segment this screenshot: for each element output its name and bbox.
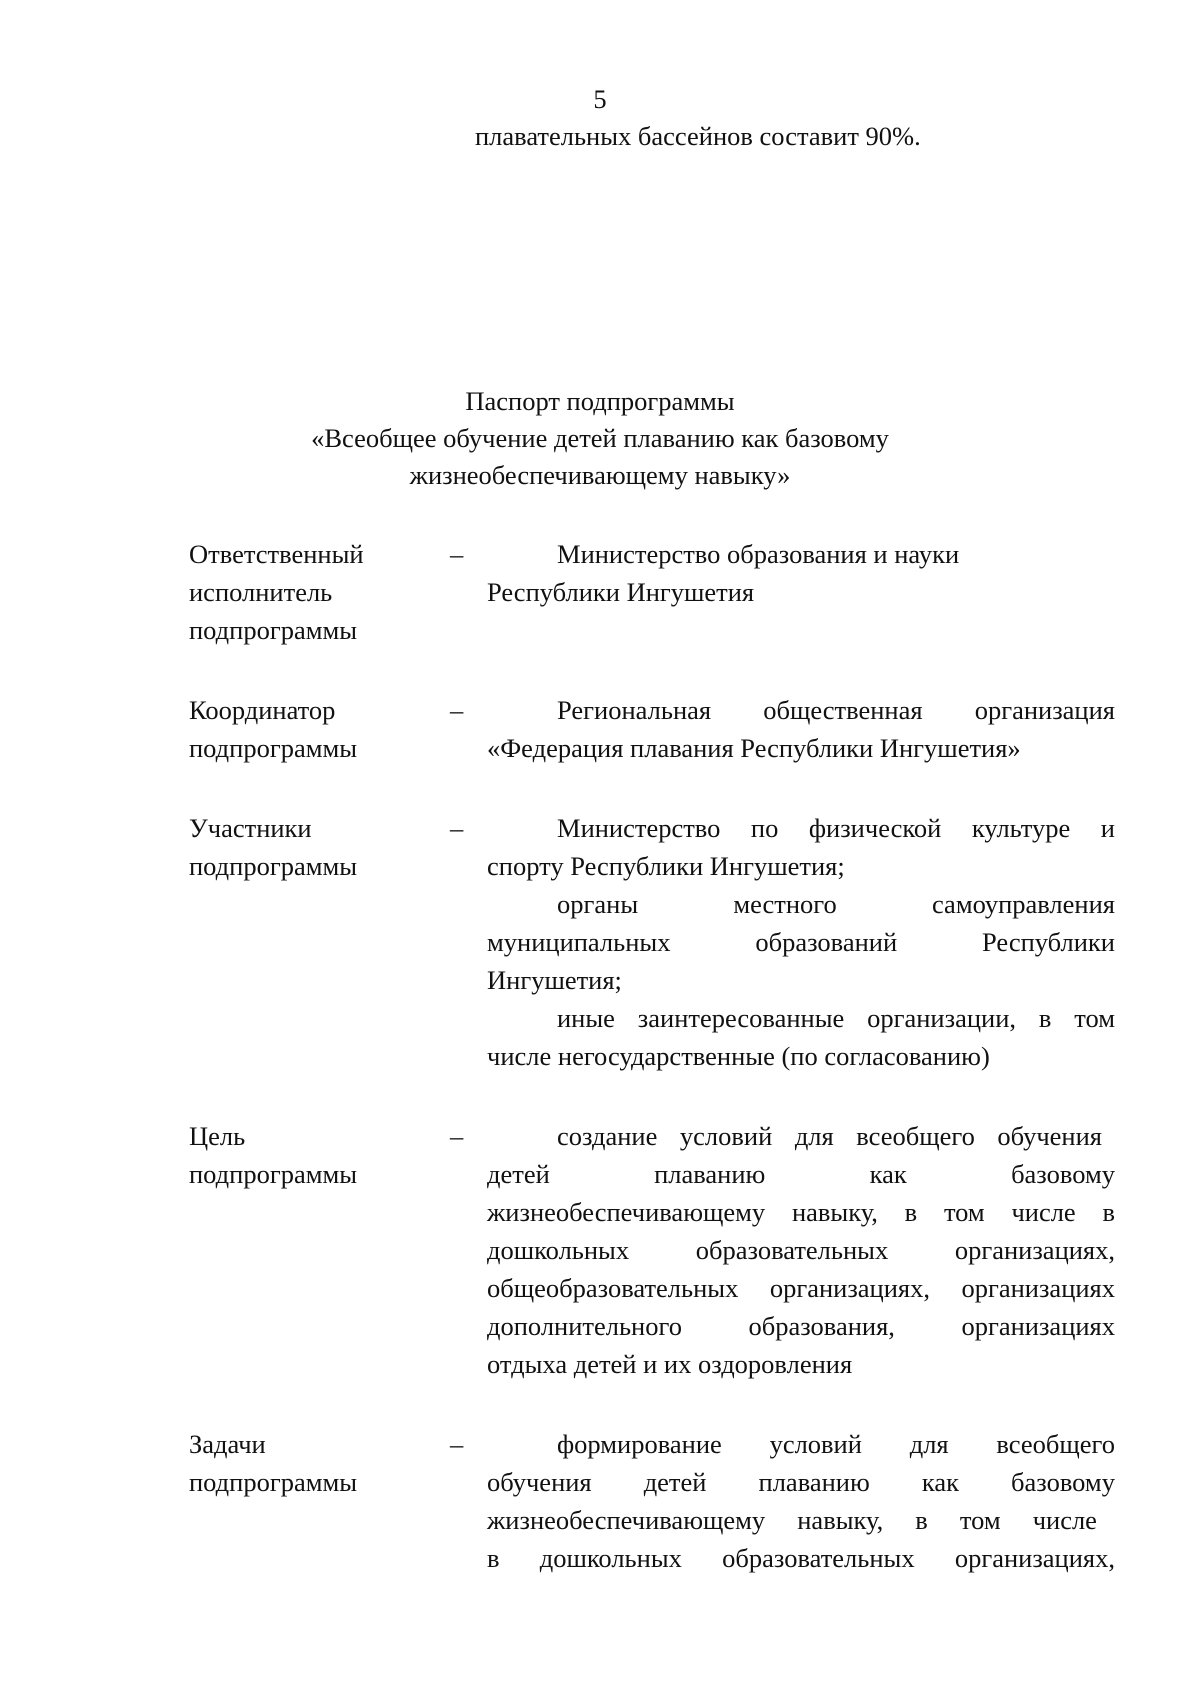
word: физической [808,813,942,843]
row-text [487,1193,1115,1231]
row-text [557,885,1115,923]
word: жизнеобеспечивающему [487,1505,766,1535]
row-text: отдыха детей и их оздоровления [487,1349,853,1379]
word: Министерство [557,813,721,843]
word: образовательных [722,1543,915,1573]
word: плаванию [758,1467,870,1497]
word: образовательных [695,1235,889,1265]
row-text: Министерство образования и науки [557,539,960,569]
word: в [915,1505,928,1535]
word: детей [643,1467,707,1497]
word: создание [557,1121,658,1151]
word: для [909,1429,949,1459]
word: Республики [982,927,1115,957]
word: навыку, [791,1197,878,1227]
word: всеобщего [996,1429,1115,1459]
row-label: Цель [189,1121,246,1151]
word: образований [755,927,898,957]
word: организациях [961,1311,1115,1341]
page-number: 5 [593,84,607,114]
word: дополнительного [487,1311,682,1341]
word: общеобразовательных [487,1273,739,1303]
word: том [943,1197,985,1227]
row-text [487,1539,1115,1577]
word: том [1074,1003,1115,1033]
row-dash: – [450,1121,464,1151]
word: общественная [763,695,923,725]
word: иные [557,1003,615,1033]
word: заинтересованные [637,1003,845,1033]
row-label: подпрограммы [189,1467,358,1497]
word: для [794,1121,834,1151]
word: организациях [961,1273,1115,1303]
row-text: Ингушетия; [487,965,622,995]
word: и [1100,813,1115,843]
word: муниципальных [487,927,671,957]
row-text [487,1231,1115,1269]
row-text: числе негосударственные (по согласованию) [487,1041,990,1071]
word: как [869,1159,907,1189]
row-text [557,809,1115,847]
word: организациях, [769,1273,930,1303]
word: условий [769,1429,862,1459]
word: детей [487,1159,550,1189]
heading-line-3: жизнеобеспечивающему навыку» [409,460,791,490]
row-text [557,1117,1102,1155]
word: дошкольных [487,1235,630,1265]
row-label: подпрограммы [189,851,358,881]
word: организациях, [954,1235,1115,1265]
row-text [557,1425,1115,1463]
row-text [487,1463,1115,1501]
word: в [1102,1197,1115,1227]
row-text: «Федерация плавания Республики Ингушетия» [487,733,1021,763]
row-label: Ответственный [189,539,364,569]
word: числе [1011,1197,1076,1227]
word: обучения [487,1467,592,1497]
row-label: подпрограммы [189,615,358,645]
row-dash: – [450,1429,464,1459]
row-dash: – [450,539,464,569]
word: числе [1032,1505,1097,1535]
row-label: исполнитель [189,577,333,607]
word: базовому [1011,1159,1115,1189]
row-label: Задачи [189,1429,266,1459]
row-dash: – [450,695,464,725]
heading-line-2: «Всеобщее обучение детей плаванию как базовому [311,423,889,453]
row-text [487,923,1115,961]
word: том [959,1505,1001,1535]
word: органы [557,889,639,919]
row-text [557,691,1115,729]
word: в [904,1197,918,1227]
word: организация [974,695,1115,725]
word: всеобщего [856,1121,975,1151]
row-text [487,1307,1115,1345]
word: организации, [867,1003,1017,1033]
word: как [921,1467,959,1497]
word: условий [679,1121,773,1151]
row-label: Координатор [189,695,336,725]
word: в [1038,1003,1052,1033]
row-text [487,1269,1115,1307]
heading-line-1: Паспорт подпрограммы [465,386,735,416]
row-text: Республики Ингушетия [487,577,755,607]
row-dash: – [450,813,464,843]
word: обучения [997,1121,1102,1151]
row-text [487,1155,1115,1193]
row-text: спорту Республики Ингушетия; [487,851,845,881]
word: навыку, [797,1505,884,1535]
word: образования, [748,1311,895,1341]
carryover-line: плавательных бассейнов составит 90%. [475,121,921,151]
word: Региональная [557,695,712,725]
word: организациях, [954,1543,1115,1573]
word: самоуправления [931,889,1115,919]
word: базовому [1011,1467,1115,1497]
word: жизнеобеспечивающему [487,1197,766,1227]
word: плаванию [654,1159,766,1189]
row-text [557,999,1115,1037]
word: дошкольных [539,1543,682,1573]
row-label: подпрограммы [189,1159,358,1189]
row-label: подпрограммы [189,733,358,763]
word: по [750,813,779,843]
row-label: Участники [189,813,312,843]
word: формирование [557,1429,722,1459]
word: в [487,1543,500,1573]
word: культуре [971,813,1071,843]
word: местного [733,889,837,919]
row-text [487,1501,1097,1539]
